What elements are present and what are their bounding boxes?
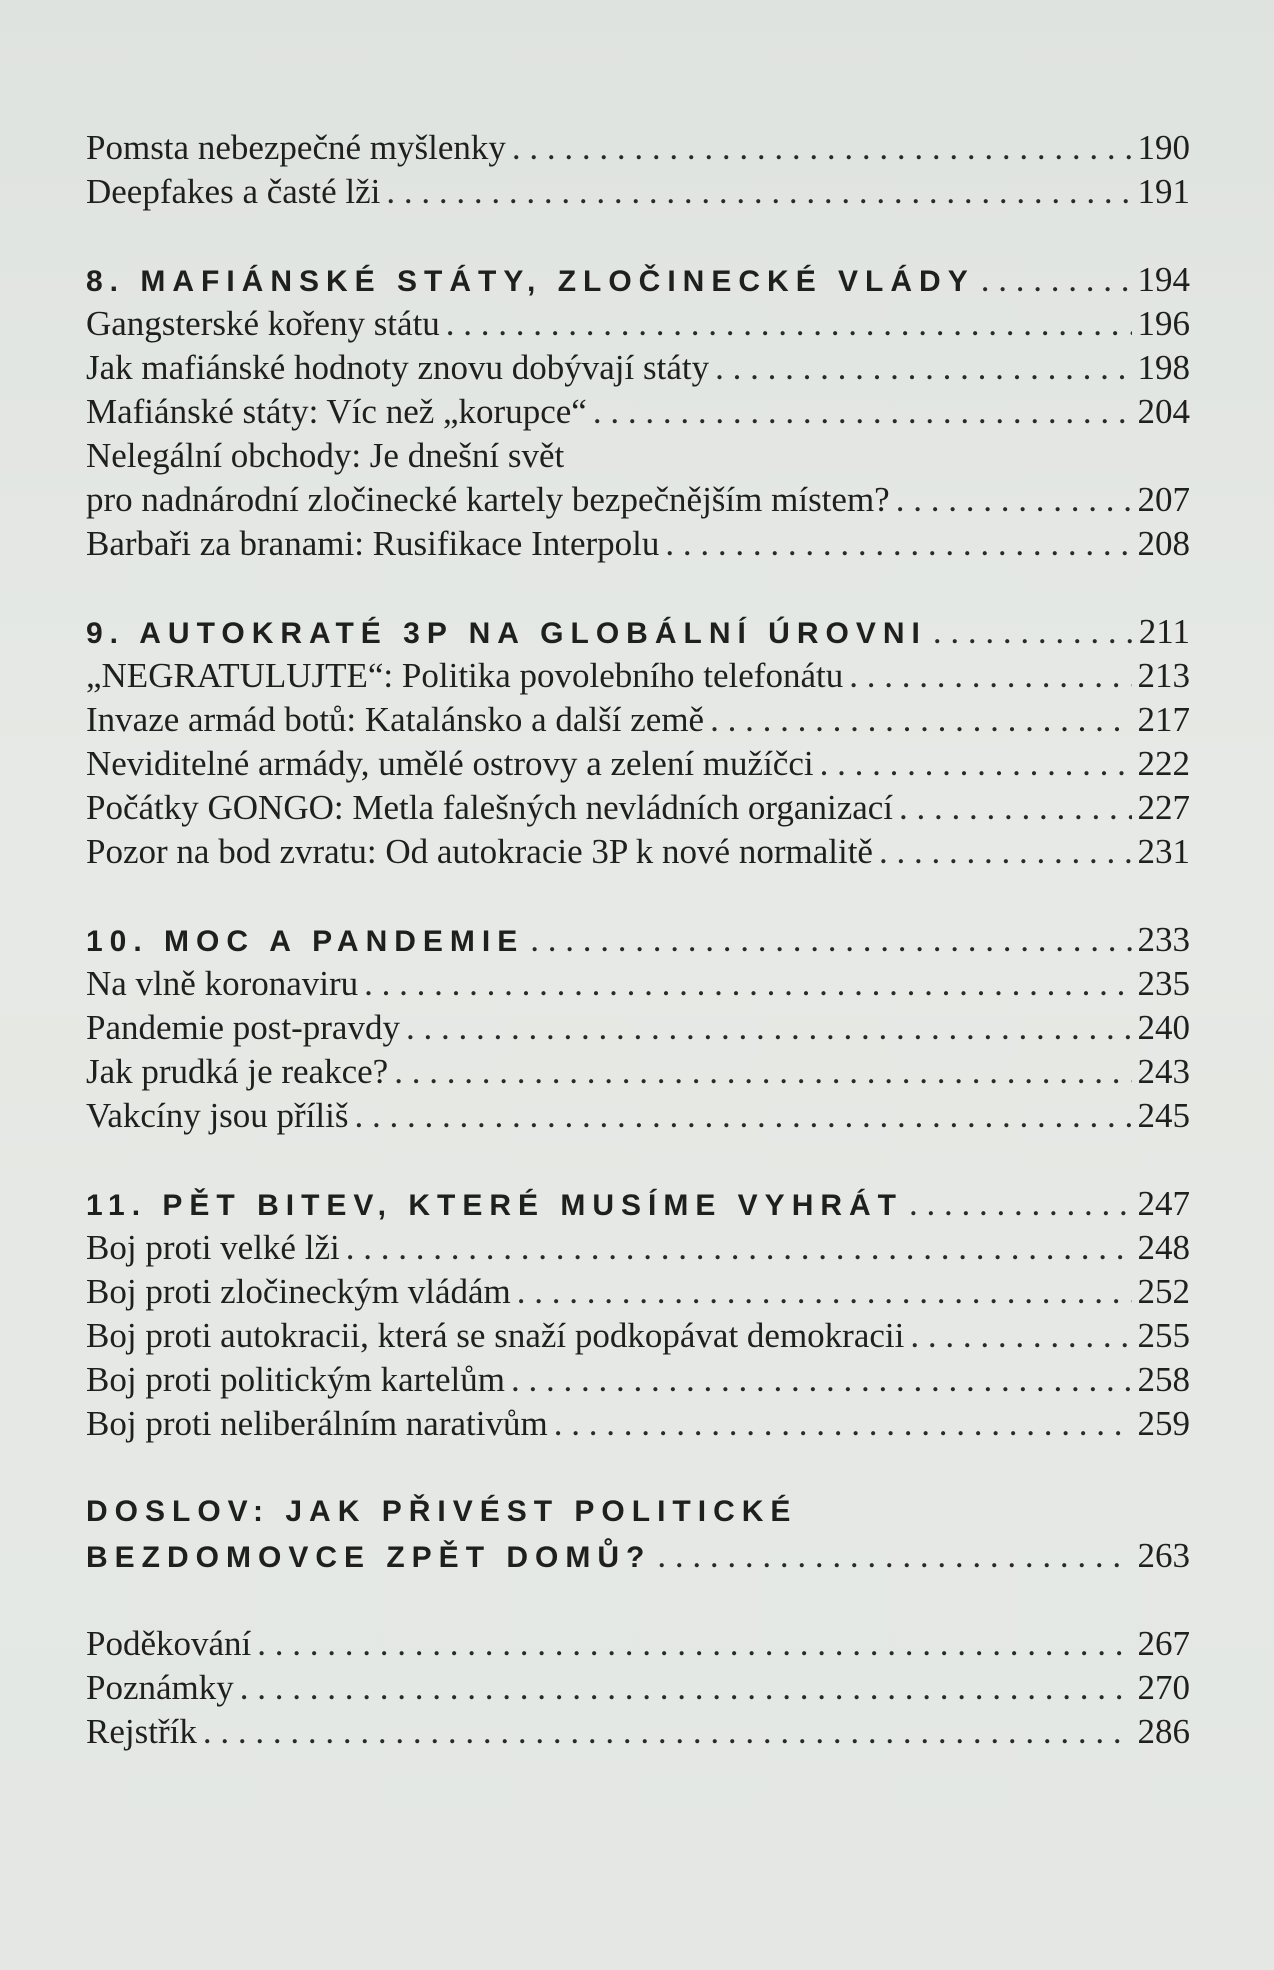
toc-entry xyxy=(86,1710,1190,1754)
dot-leader xyxy=(530,918,1131,962)
chapter-title: 10. MOC A PANDEMIE xyxy=(86,925,525,958)
entry-page: 255 xyxy=(1137,1316,1190,1355)
entry-title: Jak prudká je reakce? xyxy=(86,1052,389,1091)
toc-entry xyxy=(86,1050,1190,1094)
chapter-page: 247 xyxy=(1137,1184,1190,1223)
entry-page: 217 xyxy=(1137,700,1190,739)
chapter-title: BEZDOMOVCE ZPĚT DOMŮ? xyxy=(86,1541,652,1574)
entry-page: 286 xyxy=(1137,1712,1190,1751)
chapter-page: 211 xyxy=(1138,612,1190,651)
entry-title: Gangsterské kořeny státu xyxy=(86,304,440,343)
entry-title: Vakcíny jsou příliš xyxy=(86,1096,349,1135)
entry-title: Boj proti autokracii, která se snaží podkopávat demokracii xyxy=(86,1316,905,1355)
entry-title: Boj proti politickým kartelům xyxy=(86,1360,505,1399)
dot-leader xyxy=(896,478,1132,522)
entry-title: Pandemie post-pravdy xyxy=(86,1008,400,1047)
toc-entry xyxy=(86,1622,1190,1666)
toc-entry xyxy=(86,1666,1190,1710)
dot-leader xyxy=(657,1534,1131,1578)
entry-page: 235 xyxy=(1137,964,1190,1003)
entry-page: 258 xyxy=(1137,1360,1190,1399)
toc-entry xyxy=(86,962,1190,1006)
chapter-heading xyxy=(86,1534,1190,1578)
dot-leader xyxy=(715,346,1131,390)
entry-title: Mafiánské státy: Víc než „korupce“ xyxy=(86,392,587,431)
toc-entry xyxy=(86,1270,1190,1314)
entry-page: 259 xyxy=(1137,1404,1190,1443)
entry-title: Nelegální obchody: Je dnešní svět xyxy=(86,436,565,475)
table-of-contents xyxy=(86,126,1190,1754)
dot-leader xyxy=(849,654,1131,698)
chapter-heading xyxy=(86,918,1190,962)
toc-entry xyxy=(86,1402,1190,1446)
dot-leader xyxy=(933,610,1133,654)
toc-entry xyxy=(86,698,1190,742)
entry-title: Boj proti velké lži xyxy=(86,1228,340,1267)
dot-leader xyxy=(665,522,1131,566)
toc-entry xyxy=(86,522,1190,566)
entry-title: Poznámky xyxy=(86,1668,234,1707)
dot-leader xyxy=(899,786,1131,830)
entry-title: Poděkování xyxy=(86,1624,252,1663)
toc-entry xyxy=(86,302,1190,346)
entry-page: 248 xyxy=(1137,1228,1190,1267)
toc-entry xyxy=(86,1226,1190,1270)
entry-page: 252 xyxy=(1137,1272,1190,1311)
chapter-title: 8. MAFIÁNSKÉ STÁTY, ZLOČINECKÉ VLÁDY xyxy=(86,265,975,298)
dot-leader xyxy=(820,742,1132,786)
dot-leader xyxy=(879,830,1132,874)
dot-leader xyxy=(257,1622,1131,1666)
toc-entry xyxy=(86,346,1190,390)
chapter-heading xyxy=(86,1182,1190,1226)
entry-title: Neviditelné armády, umělé ostrovy a zelení mužíčci xyxy=(86,744,814,783)
dot-leader xyxy=(910,1314,1131,1358)
entry-title: Jak mafiánské hodnoty znovu dobývají státy xyxy=(86,348,710,387)
toc-entry xyxy=(86,742,1190,786)
entry-page: 190 xyxy=(1137,128,1190,167)
entry-page: 198 xyxy=(1137,348,1190,387)
entry-title: Deepfakes a časté lži xyxy=(86,172,381,211)
entry-title: Boj proti zločineckým vládám xyxy=(86,1272,511,1311)
entry-page: 213 xyxy=(1137,656,1190,695)
dot-leader xyxy=(554,1402,1132,1446)
chapter-title: 9. AUTOKRATÉ 3P NA GLOBÁLNÍ ÚROVNI xyxy=(86,617,927,650)
entry-title: Invaze armád botů: Katalánsko a další země xyxy=(86,700,705,739)
entry-page: 243 xyxy=(1137,1052,1190,1091)
toc-entry xyxy=(86,478,1190,522)
toc-entry xyxy=(86,1314,1190,1358)
entry-title: „NEGRATULUJTE“: Politika povolebního telefonátu xyxy=(86,656,844,695)
chapter-page: 233 xyxy=(1137,920,1190,959)
chapter-page: 194 xyxy=(1137,260,1190,299)
chapter-heading-line xyxy=(86,1490,1190,1534)
toc-entry-line xyxy=(86,434,1190,478)
entry-page: 245 xyxy=(1137,1096,1190,1135)
chapter-heading xyxy=(86,610,1190,654)
dot-leader xyxy=(364,962,1131,1006)
chapter-heading xyxy=(86,258,1190,302)
dot-leader xyxy=(909,1182,1131,1226)
dot-leader xyxy=(354,1094,1131,1138)
entry-title: Pozor na bod zvratu: Od autokracie 3P k nové normalitě xyxy=(86,832,873,871)
dot-leader xyxy=(394,1050,1131,1094)
toc-entry xyxy=(86,654,1190,698)
dot-leader xyxy=(406,1006,1132,1050)
entry-title: Boj proti neliberálním narativům xyxy=(86,1404,548,1443)
toc-entry xyxy=(86,1358,1190,1402)
entry-page: 196 xyxy=(1137,304,1190,343)
entry-page: 227 xyxy=(1137,788,1190,827)
toc-entry xyxy=(86,1006,1190,1050)
entry-page: 207 xyxy=(1137,480,1190,519)
dot-leader xyxy=(981,258,1132,302)
chapter-title: DOSLOV: JAK PŘIVÉST POLITICKÉ xyxy=(86,1495,798,1528)
toc-entry xyxy=(86,126,1190,170)
chapter-title: 11. PĚT BITEV, KTERÉ MUSÍME VYHRÁT xyxy=(86,1189,904,1222)
dot-leader xyxy=(240,1666,1132,1710)
dot-leader xyxy=(512,126,1132,170)
toc-entry xyxy=(86,1094,1190,1138)
toc-entry xyxy=(86,170,1190,214)
entry-page: 270 xyxy=(1137,1668,1190,1707)
entry-page: 204 xyxy=(1137,392,1190,431)
dot-leader xyxy=(593,390,1132,434)
entry-title: Počátky GONGO: Metla falešných nevládních organizací xyxy=(86,788,894,827)
dot-leader xyxy=(446,302,1132,346)
dot-leader xyxy=(386,170,1131,214)
entry-page: 240 xyxy=(1137,1008,1190,1047)
entry-page: 208 xyxy=(1137,524,1190,563)
entry-title: pro nadnárodní zločinecké kartely bezpečnějším místem? xyxy=(86,480,890,519)
entry-title: Barbaři za branami: Rusifikace Interpolu xyxy=(86,524,660,563)
entry-page: 191 xyxy=(1137,172,1190,211)
entry-page: 231 xyxy=(1137,832,1190,871)
toc-entry xyxy=(86,786,1190,830)
entry-title: Rejstřík xyxy=(86,1712,197,1751)
entry-page: 267 xyxy=(1137,1624,1190,1663)
entry-title: Pomsta nebezpečné myšlenky xyxy=(86,128,506,167)
toc-entry xyxy=(86,830,1190,874)
dot-leader xyxy=(203,1710,1132,1754)
dot-leader xyxy=(710,698,1131,742)
chapter-page: 263 xyxy=(1137,1536,1190,1575)
entry-page: 222 xyxy=(1137,744,1190,783)
entry-title: Na vlně koronaviru xyxy=(86,964,359,1003)
dot-leader xyxy=(511,1358,1132,1402)
toc-entry xyxy=(86,390,1190,434)
dot-leader xyxy=(346,1226,1132,1270)
dot-leader xyxy=(517,1270,1132,1314)
